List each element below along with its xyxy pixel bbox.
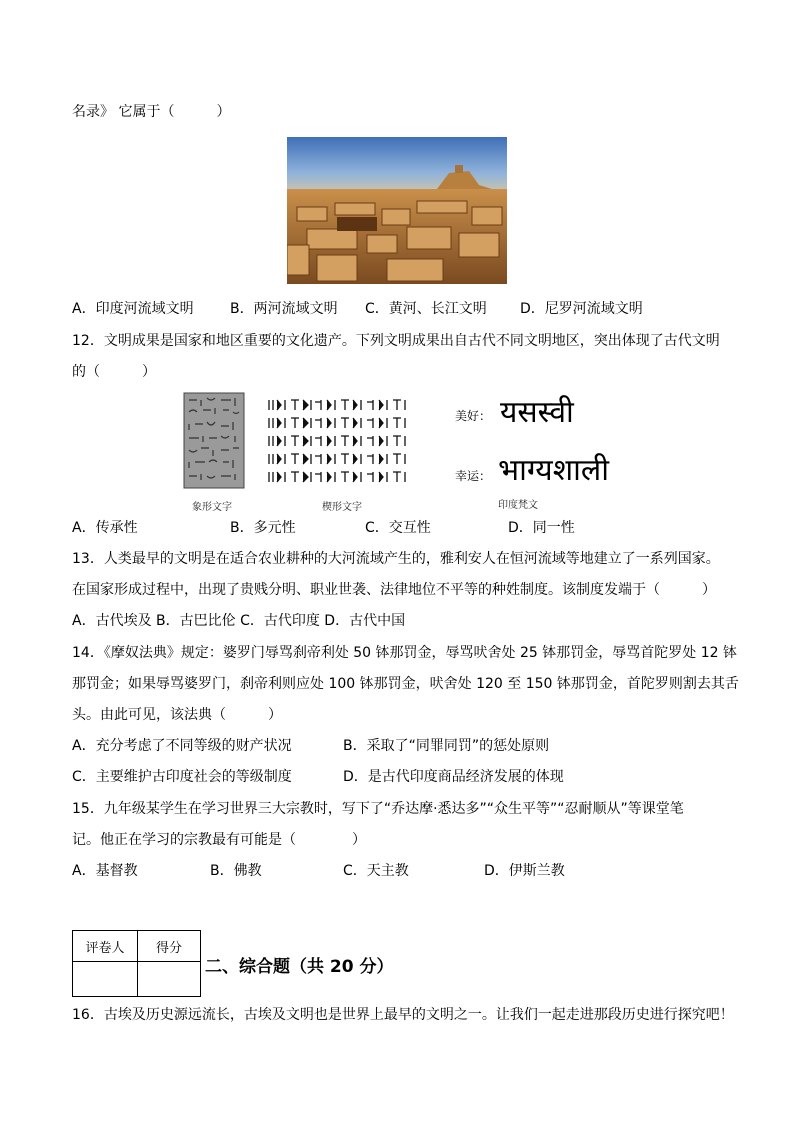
sanskrit-label-lucky: 幸运： — [455, 469, 492, 483]
caption-cuneiform: 楔形文字 — [322, 502, 362, 513]
q14-option-c: C．主要维护古印度社会的等级制度 — [72, 769, 292, 785]
q12-option-b: B．多元性 — [230, 520, 296, 536]
q13-options: A．古代埃及 B．古巴比伦 C．古代印度 D．古代中国 — [72, 613, 406, 629]
q13-stem-line2: 在国家形成过程中，出现了贵贱分明、职业世袭、法律地位不平等的种姓制度。该制度发端于（ ） — [72, 582, 716, 598]
q12-option-c: C．交互性 — [365, 520, 431, 536]
q14-stem-line1: 14．《摩奴法典》规定：婆罗门辱骂刹帝利处 50 钵那罚金，辱骂吠舍处 25 钵那罚金，辱骂首陀罗处 12 钵 — [72, 645, 737, 661]
reviewer-header: 评卷人 — [73, 931, 138, 962]
q13-stem-line1: 13．人类最早的文明是在适合农业耕种的大河流域产生的，雅利安人在恒河流域等地建立了一系列国家。 — [72, 551, 720, 567]
q12-option-d: D．同一性 — [508, 520, 575, 536]
q14-stem-line2: 那罚金；如果辱骂婆罗门，刹帝利则应处 100 钵那罚金，吠舍处 120 至 150 钵那罚金，首陀罗则割去其舌 — [72, 676, 739, 692]
section-title: 二、综合题（共 20 分） — [205, 957, 394, 977]
grading-table — [72, 930, 201, 997]
caption-hieroglyph: 象形文字 — [192, 502, 232, 513]
q16-stem: 16．古埃及历史源远流长，古埃及文明也是世界上最早的文明之一。让我们一起走进那段历史进行探究吧！ — [72, 1007, 734, 1023]
q12-stem-line1: 12．文明成果是国家和地区重要的文化遗产。下列文明成果出自古代不同文明地区，突出体现了古代文明 — [72, 333, 720, 349]
score-header: 得分 — [138, 931, 201, 962]
q14-option-d: D．是古代印度商品经济发展的体现 — [343, 769, 564, 785]
score-cell[interactable] — [138, 962, 201, 997]
q11-option-c: C．黄河、长江文明 — [365, 301, 487, 317]
q15-option-c: C．天主教 — [343, 863, 409, 879]
q14-stem-line3: 头。由此可见，该法典（ ） — [72, 707, 282, 723]
q11-option-d: D．尼罗河流域文明 — [520, 301, 643, 317]
caption-sanskrit: 印度梵文 — [498, 500, 538, 511]
sanskrit-label-good: 美好： — [455, 409, 492, 423]
q12-stem-line2: 的（ ） — [72, 364, 156, 380]
q15-option-d: D．伊斯兰教 — [484, 863, 565, 879]
q11-option-a: A．印度河流域文明 — [72, 301, 194, 317]
sanskrit-word-lucky: भाग्यशाली — [498, 453, 609, 488]
q15-stem-line1: 15．九年级某学生在学习世界三大宗教时，写下了“乔达摩·悉达多”“众生平等”“忍耐顺从”等课堂笔 — [72, 801, 684, 817]
ruins-photo — [287, 137, 507, 284]
sanskrit-word-good: यसस्वी — [500, 395, 574, 430]
q15-option-b: B．佛教 — [210, 863, 262, 879]
hieroglyph-tablet-image — [183, 392, 245, 489]
q11-stem-tail: 名录》 它属于（ ） — [72, 104, 231, 120]
q12-option-a: A．传承性 — [72, 520, 138, 536]
q11-option-b: B．两河流域文明 — [230, 301, 338, 317]
q14-option-a: A．充分考虑了不同等级的财产状况 — [72, 738, 292, 754]
q15-stem-line2: 记。他正在学习的宗教最有可能是（ ） — [72, 832, 366, 848]
reviewer-cell[interactable] — [73, 962, 138, 997]
q14-option-b: B．采取了“同罪同罚”的惩处原则 — [343, 738, 550, 754]
cuneiform-image — [265, 394, 413, 486]
q15-option-a: A．基督教 — [72, 863, 138, 879]
